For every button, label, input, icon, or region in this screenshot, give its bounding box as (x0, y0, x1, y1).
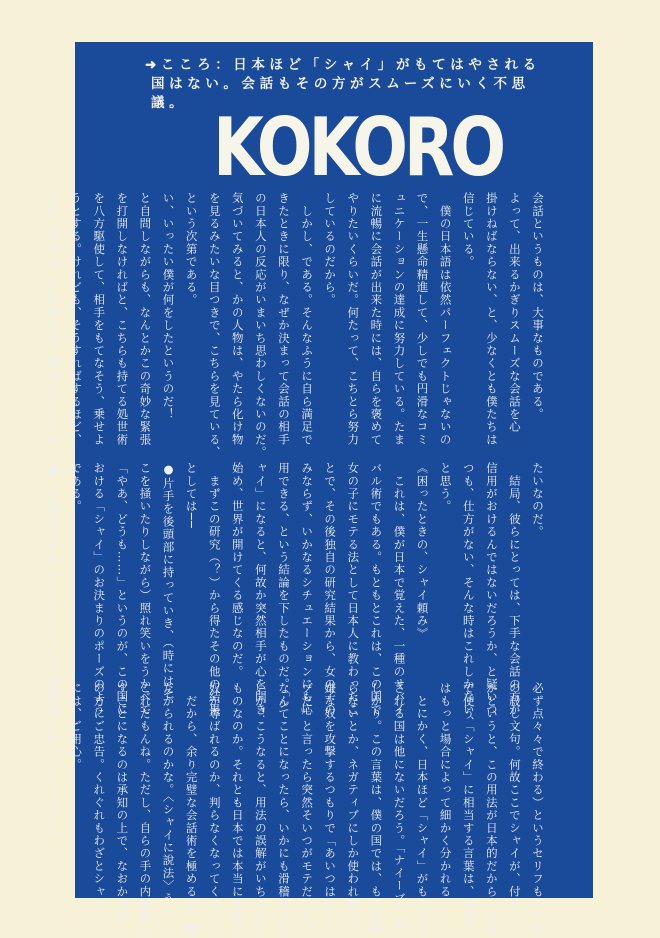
article-panel (46, 42, 593, 936)
text-column: きたときに限り、なぜか決まって会話の相手 (276, 192, 291, 446)
text-column: ブだ」と言ったら突然そいつがモテだした。 (300, 682, 315, 936)
text-column: はもっと場合によって細かく分かれる。 (438, 682, 453, 911)
text-column: の殺し文句。何故ここでシャイが、付き (507, 682, 522, 911)
text-column: ものなのか。それとも日本では本当に未熟な (230, 682, 245, 936)
text-column: 必ず点々々で終わる）というセリフも、不変 (531, 682, 545, 936)
text-column: みならず、いかなるシチュエーションにも応 (300, 462, 315, 716)
text-column: こを掻いたりしながら）照れ笑いをうかべて (138, 462, 153, 716)
text-column: おける「シャイ」のお決まりのポーズのよう (92, 462, 107, 716)
lead-line-1: ➜こころ：日本ほど「シャイ」がもてはやされる (145, 57, 541, 73)
text-column: 掛けねばならない、と、少なくとも僕たちは (484, 192, 499, 446)
text-column: い、いったい僕が何をしたというのだ！ (161, 192, 176, 421)
text-column: なんてことになったら、いかにも滑稽じゃな (276, 682, 291, 936)
text-column: いか！こうなると、用法の誤解がいちばんな (253, 682, 268, 936)
text-column: バル術でもある。もともとこれは、この国で (369, 462, 384, 716)
text-column: やりたいくらいだ。何たって、こちとら努力 (346, 192, 361, 446)
text-column: 気づいてみると、かの人物は、やたら化け物 (230, 192, 245, 446)
body-text-block-1 (41, 192, 549, 459)
text-column: 女の子にモテる法として日本人に教わったこ (346, 462, 361, 716)
text-column: よって、出来るかぎりスムーズな会話を心 (507, 192, 522, 434)
text-column: まずこの研究（？）から得たその他の結果 (207, 462, 222, 716)
text-column: 《困ったときの、シャイ頼み》 (415, 462, 430, 640)
text-column: 会話というものは、大事なものである。 (531, 192, 545, 421)
text-column: で、一生懸命精進して、少しでも円滑なコミ (415, 192, 430, 446)
text-column: うとする。けれども、そうすればするほど、 (69, 192, 84, 446)
text-column: に流暢に会話が出来た時には、自らを褒めて (369, 192, 384, 446)
text-column: の日本人の反応がいまいち思わしくないのだ。 (253, 192, 268, 459)
text-column: 始め、世界が開けてくる感じなのだ。 (230, 462, 245, 678)
text-column: かというと、この用法が日本的だから。日本 (484, 682, 499, 936)
text-column: としては── (184, 462, 199, 530)
text-column: しているのだから。 (323, 192, 338, 307)
text-column: 信用がおけるんではないだろうか、と疑いつ (484, 462, 499, 716)
lead-line-2: 国はない。会話もその方がスムーズにいく不思議。 (151, 76, 530, 111)
text-column: つも、仕方がない、そんな時はこれしかない、 (461, 462, 476, 729)
text-column: を打開しなければと、こちらも持てる処世術 (115, 192, 130, 446)
text-column: ●片手を後頭部に持っていき、（時にはそ (161, 462, 176, 701)
text-column: ャイ」になると、何故か突然相手が心を開き (253, 462, 268, 716)
text-column: ●「不器用ですから……」（こうして最後は (46, 462, 61, 713)
text-column: される国は他にないだろう。「ナイーブ」も (392, 682, 407, 931)
text-column: である。 (69, 462, 84, 513)
text-column: すことになるのは承知の上で、なおかつ在 (115, 682, 130, 924)
text-column: 「やあ、どうも……」というのが、この国に (115, 462, 130, 716)
text-column: を八方駆使して、相手をもてなそう、乗せよ (92, 192, 107, 446)
text-column: と思う。 (438, 462, 453, 513)
text-column: と自問しながらも、なんとかこの奇妙な緊張 (138, 192, 153, 446)
text-column: で使う「シャイ」に相当する言葉は、英語で (461, 682, 476, 936)
author-credit: （スペンサー・ノイスリー） (46, 682, 61, 848)
text-column: しかし、である。そんなふうに自ら満足で (300, 192, 315, 446)
text-column: 嫌な奴を攻撃するつもりで「あいつはナイー (323, 682, 338, 936)
text-column: ュニケーションの達成に努力している。たま (392, 192, 407, 446)
text-column: しかり。この言葉は、僕の国では、ものを知 (369, 682, 384, 936)
text-column: これは、僕が日本で覚えた、一種のサバイ (392, 462, 407, 716)
text-column: 信じている。 (461, 192, 476, 269)
text-column: 用できる、という結論を下したものだ。「シ (276, 462, 291, 711)
text-column: とにかく、日本ほど「シャイ」がもてはや (415, 682, 430, 936)
text-column: 余計に相手は、その殻を堅く閉ざしていくみ (46, 192, 61, 446)
text-column: を見るみたいな目つきで、こちらを見ている、 (207, 192, 222, 459)
text-column: たいなのだ。 (531, 462, 545, 539)
text-column: だから、余り完璧な会話術を極めると、嫌 (184, 682, 199, 936)
text-column: これだもんね。ただし、自らの手の内を明か (138, 682, 153, 936)
text-column: 奴か尊ばれるのか、判らなくなってくる。 (207, 682, 222, 924)
text-column: らないとか、ネガティブにしか使われない。 (346, 682, 361, 936)
article-title: KOKORO (213, 101, 502, 194)
text-column: たがられるのかな。〈シャイに說法〉うん。 (161, 682, 176, 931)
text-column: という次第である。 (184, 192, 199, 307)
text-column: 僕の日本語は依然パーフェクトじゃないの (438, 192, 453, 446)
text-column: 結局、彼らにとっては、下手な会話の方が (507, 462, 522, 716)
text-column: とで、その後独自の研究結果から、女の子の (323, 462, 338, 716)
text-column: の方にご忠告。くれぐれもわざとシャイ (92, 682, 107, 911)
text-column: には、ご用心。 (69, 682, 84, 771)
body-text-block-3 (41, 682, 549, 936)
